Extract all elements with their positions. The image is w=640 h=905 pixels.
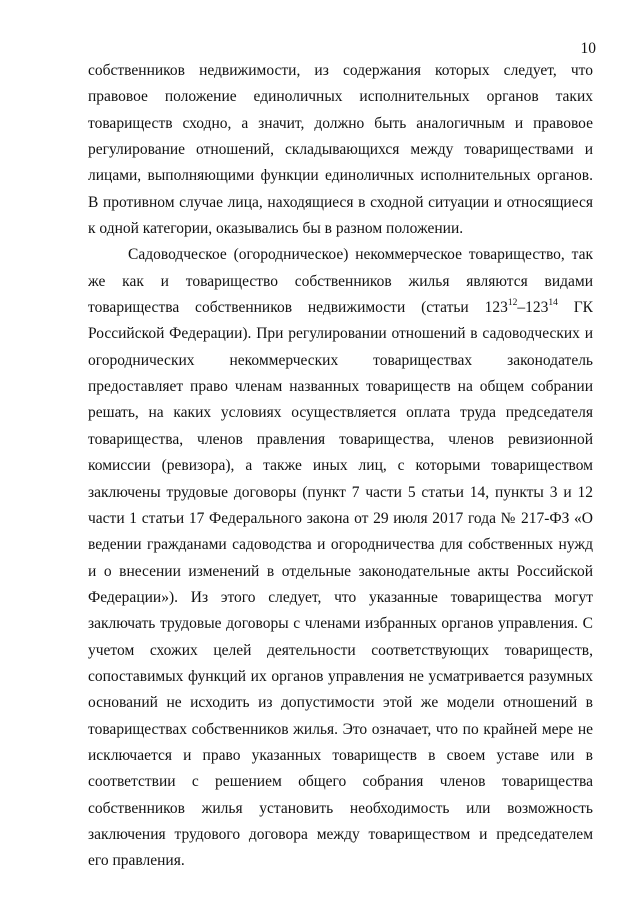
- text-line: Садоводческое (огородническое) некоммерческое товарищество, так: [128, 246, 593, 264]
- text-line: регулирование отношений, складывающихся между товариществами и: [88, 141, 593, 159]
- text-line: исключается и право указанных товариществ в своем уставе или в: [88, 746, 593, 764]
- text-line: комиссии (ревизора), а также иных лиц, с которыми товариществом: [88, 457, 593, 475]
- text-line: сопоставимых функций их органов управления не усматривается разумных: [88, 667, 593, 685]
- text-line: его правления.: [88, 852, 185, 870]
- text-line: собственников недвижимости, из содержания которых следует, что: [88, 62, 593, 79]
- page-number: 10: [580, 40, 596, 57]
- text-line: В противном случае лица, находящиеся в сходной ситуации и относящиеся: [88, 193, 593, 211]
- text-line: решать, на каких условиях осуществляется оплата труда председателя: [88, 404, 593, 422]
- text-line: Федерации»). Из этого следует, что указанные товарищества могут: [88, 588, 593, 606]
- text-line: предоставляет право членам названных товариществ на общем собрании: [88, 378, 593, 396]
- text-line: оснований не исходить из допустимости этой же модели отношений в: [88, 694, 593, 712]
- text-line: лицами, выполняющими функции единоличных исполнительных органов.: [88, 167, 593, 185]
- article-superscript: 14: [548, 297, 558, 308]
- citation-line: [88, 295, 593, 321]
- body-text: [88, 58, 593, 875]
- text-line: учетом схожих целей деятельности соответствующих товариществ,: [88, 641, 593, 659]
- text-line: и о внесении изменений в отдельные законодательные акты Российской: [88, 562, 593, 580]
- text-line: собственников жилья установить необходимость или возможность: [88, 799, 593, 817]
- text-line: огороднических некоммерческих товариществах законодатель: [88, 351, 593, 369]
- citation-dash: –123: [517, 299, 549, 317]
- text-line: части 1 статьи 17 Федерального закона от 29 июля 2017 года № 217-ФЗ «О: [88, 509, 593, 527]
- text-line: к одной категории, оказывались бы в разном положении.: [88, 220, 464, 238]
- text-line: соответствии с решением общего собрания членов товарищества: [88, 773, 593, 791]
- text-line: же как и товарищество собственников жилья являются видами: [88, 272, 593, 290]
- text-line: товариществ сходно, а значит, должно быть аналогичным и правовое: [88, 114, 593, 132]
- text-line: товариществах собственников жилья. Это означает, что по крайней мере не: [88, 720, 593, 738]
- text-line: заключать трудовые договоры с членами избранных органов управления. С: [88, 615, 593, 633]
- text-line: заключения трудового договора между товариществом и председателем: [88, 825, 593, 843]
- text-line: товарищества, членов правления товарищества, членов ревизионной: [88, 430, 593, 448]
- article-superscript: 12: [507, 297, 518, 308]
- citation-suffix: ГК: [557, 299, 593, 317]
- text-line: Российской Федерации). При регулировании отношений в садоводческих и: [88, 325, 593, 343]
- text-line: правовое положение единоличных исполнительных органов таких: [88, 88, 593, 106]
- text-line: заключены трудовые договоры (пункт 7 части 5 статьи 14, пункты 3 и 12: [88, 483, 593, 501]
- text-line: ведении гражданами садоводства и огородничества для собственных нужд: [88, 536, 593, 554]
- citation-text: товарищества собственников недвижимости (статьи 123: [88, 299, 508, 317]
